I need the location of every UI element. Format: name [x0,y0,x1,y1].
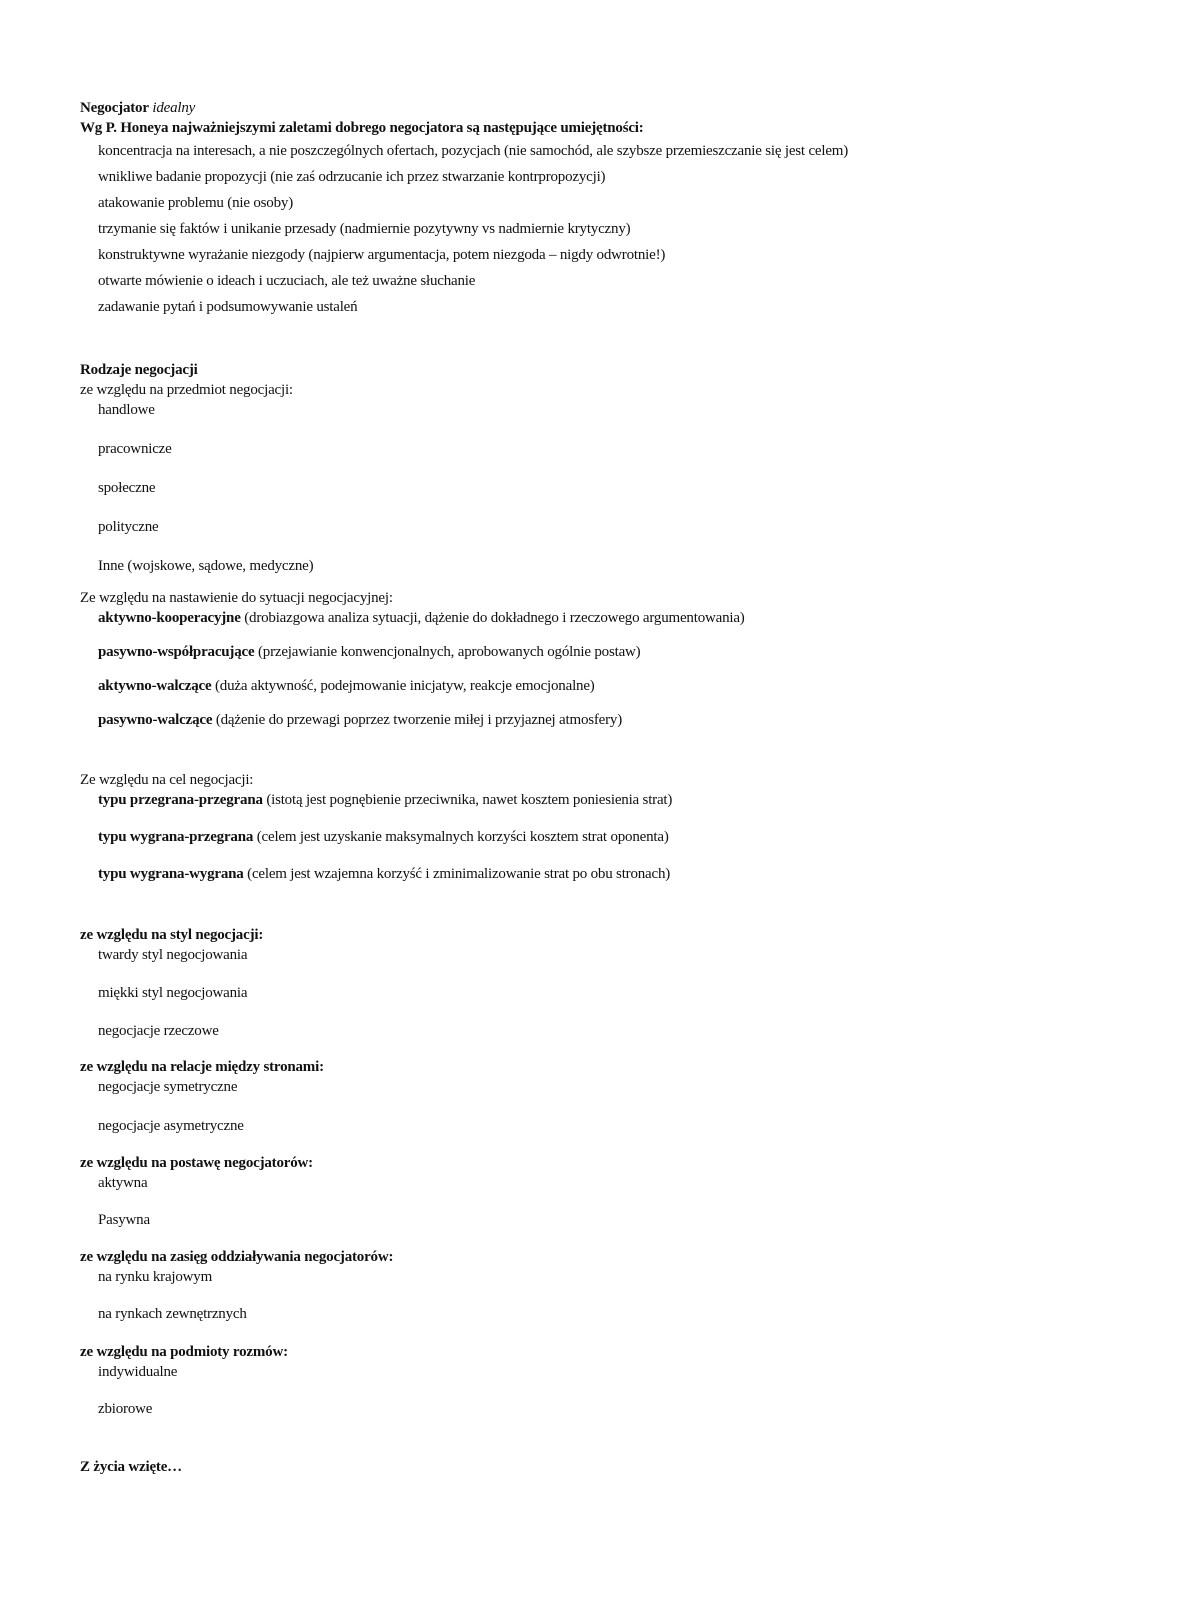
range-label: ze względu na zasięg oddziaływania negocjatorów: [80,1249,394,1265]
list-item [80,164,1140,190]
posture-label: ze względu na postawę negocjatorów: [80,1155,313,1171]
advantage-text: zadawanie pytań i podsumowywanie ustaleń [98,299,358,315]
advantage-text: wnikliwe badanie propozycji (nie zaś odrzucanie ich przez stwarzanie kontrpropozycji) [98,169,606,185]
advantage-text: trzymanie się faktów i unikanie przesady (nadmiernie pozytywny vs nadmiernie krytyczny) [98,221,631,237]
list-item [80,294,1140,320]
item-text: indywidualne [98,1364,178,1380]
item-desc: (duża aktywność, podejmowanie inicjatyw, reakcje emocjonalne) [211,678,595,694]
item-term: pasywno-walczące [98,712,213,728]
item-term: typu przegrana-przegrana [98,792,263,808]
item-term: typu wygrana-przegrana [98,829,254,845]
item-term: typu wygrana-wygrana [98,866,244,882]
item-desc: (istotą jest pognębienie przeciwnika, nawet kosztem poniesienia strat) [262,792,673,808]
item-text: miękki styl negocjowania [98,985,248,1001]
list-item [80,790,1140,810]
attitude-label: Ze względu na nastawienie do sytuacji negocjacyjnej: [80,590,393,606]
list-item [80,1173,1140,1193]
subject-label: ze względu na przedmiot negocjacji: [80,382,293,398]
item-text: negocjacje rzeczowe [98,1023,219,1039]
title-italic: idealny [152,100,196,116]
item-text: pracownicze [98,441,172,457]
style-label: ze względu na styl negocjacji: [80,927,264,943]
item-desc: (drobiazgowa analiza sytuacji, dążenie do dokładnego i rzeczowego argumentowania) [240,610,745,626]
list-item [80,1399,1140,1419]
list-item [80,676,1140,696]
list-item [80,642,1140,662]
item-term: aktywno-walczące [98,678,212,694]
types-heading: Rodzaje negocjacji [80,362,198,378]
list-item [80,478,1140,498]
list-item [80,138,1140,164]
item-desc: (celem jest uzyskanie maksymalnych korzyści kosztem strat oponenta) [253,829,669,845]
item-text: zbiorowe [98,1401,153,1417]
list-item [80,517,1140,537]
relations-label: ze względu na relacje między stronami: [80,1059,324,1075]
list-item [80,556,1140,576]
list-item [80,864,1140,884]
list-item [80,710,1140,730]
item-desc: (celem jest wzajemna korzyść i zminimalizowanie strat po obu stronach) [243,866,671,882]
item-desc: (dążenie do przewagi poprzez tworzenie miłej i przyjaznej atmosfery) [212,712,623,728]
list-item [80,439,1140,459]
advantage-text: atakowanie problemu (nie osoby) [98,195,293,211]
list-item [80,945,1140,965]
parties-label: ze względu na podmioty rozmów: [80,1344,288,1360]
advantages-heading: Wg P. Honeya najważniejszymi zaletami dobrego negocjatora są następujące umiejętności: [80,120,644,136]
document-page [80,98,1140,1477]
item-text: na rynku krajowym [98,1269,213,1285]
list-item [80,242,1140,268]
item-text: na rynkach zewnętrznych [98,1306,247,1322]
advantage-text: otwarte mówienie o ideach i uczuciach, ale też uważne słuchanie [98,273,476,289]
item-term: pasywno-współpracujące [98,644,255,660]
item-term: aktywno-kooperacyjne [98,610,241,626]
item-text: negocjacje symetryczne [98,1079,238,1095]
list-item [80,1077,1140,1097]
list-item [80,400,1140,420]
item-text: społeczne [98,480,156,496]
title-bold: Negocjator [80,100,149,116]
goal-label: Ze względu na cel negocjacji: [80,772,254,788]
list-item [80,827,1140,847]
list-item [80,608,1140,628]
closing-heading: Z życia wzięte… [80,1459,182,1475]
document-title [80,98,1140,118]
list-item [80,1116,1140,1136]
list-item [80,1021,1140,1041]
item-text: twardy styl negocjowania [98,947,248,963]
item-text: aktywna [98,1175,148,1191]
item-text: Pasywna [98,1212,150,1228]
item-text: negocjacje asymetryczne [98,1118,244,1134]
list-item [80,190,1140,216]
list-item [80,1210,1140,1230]
advantage-text: konstruktywne wyrażanie niezgody (najpierw argumentacja, potem niezgoda – nigdy odwrotnie!) [98,247,666,263]
list-item [80,1362,1140,1382]
list-item [80,216,1140,242]
item-text: handlowe [98,402,155,418]
list-item [80,1267,1140,1287]
advantage-text: koncentracja na interesach, a nie poszczególnych ofertach, pozycjach (nie samochód, ale szybsze przemieszczanie się jest celem) [98,143,849,159]
advantages-list [80,138,1140,320]
item-text: polityczne [98,519,159,535]
list-item [80,1304,1140,1324]
list-item [80,983,1140,1003]
item-desc: (przejawianie konwencjonalnych, aprobowanych ogólnie postaw) [254,644,641,660]
item-text: Inne (wojskowe, sądowe, medyczne) [98,558,314,574]
list-item [80,268,1140,294]
